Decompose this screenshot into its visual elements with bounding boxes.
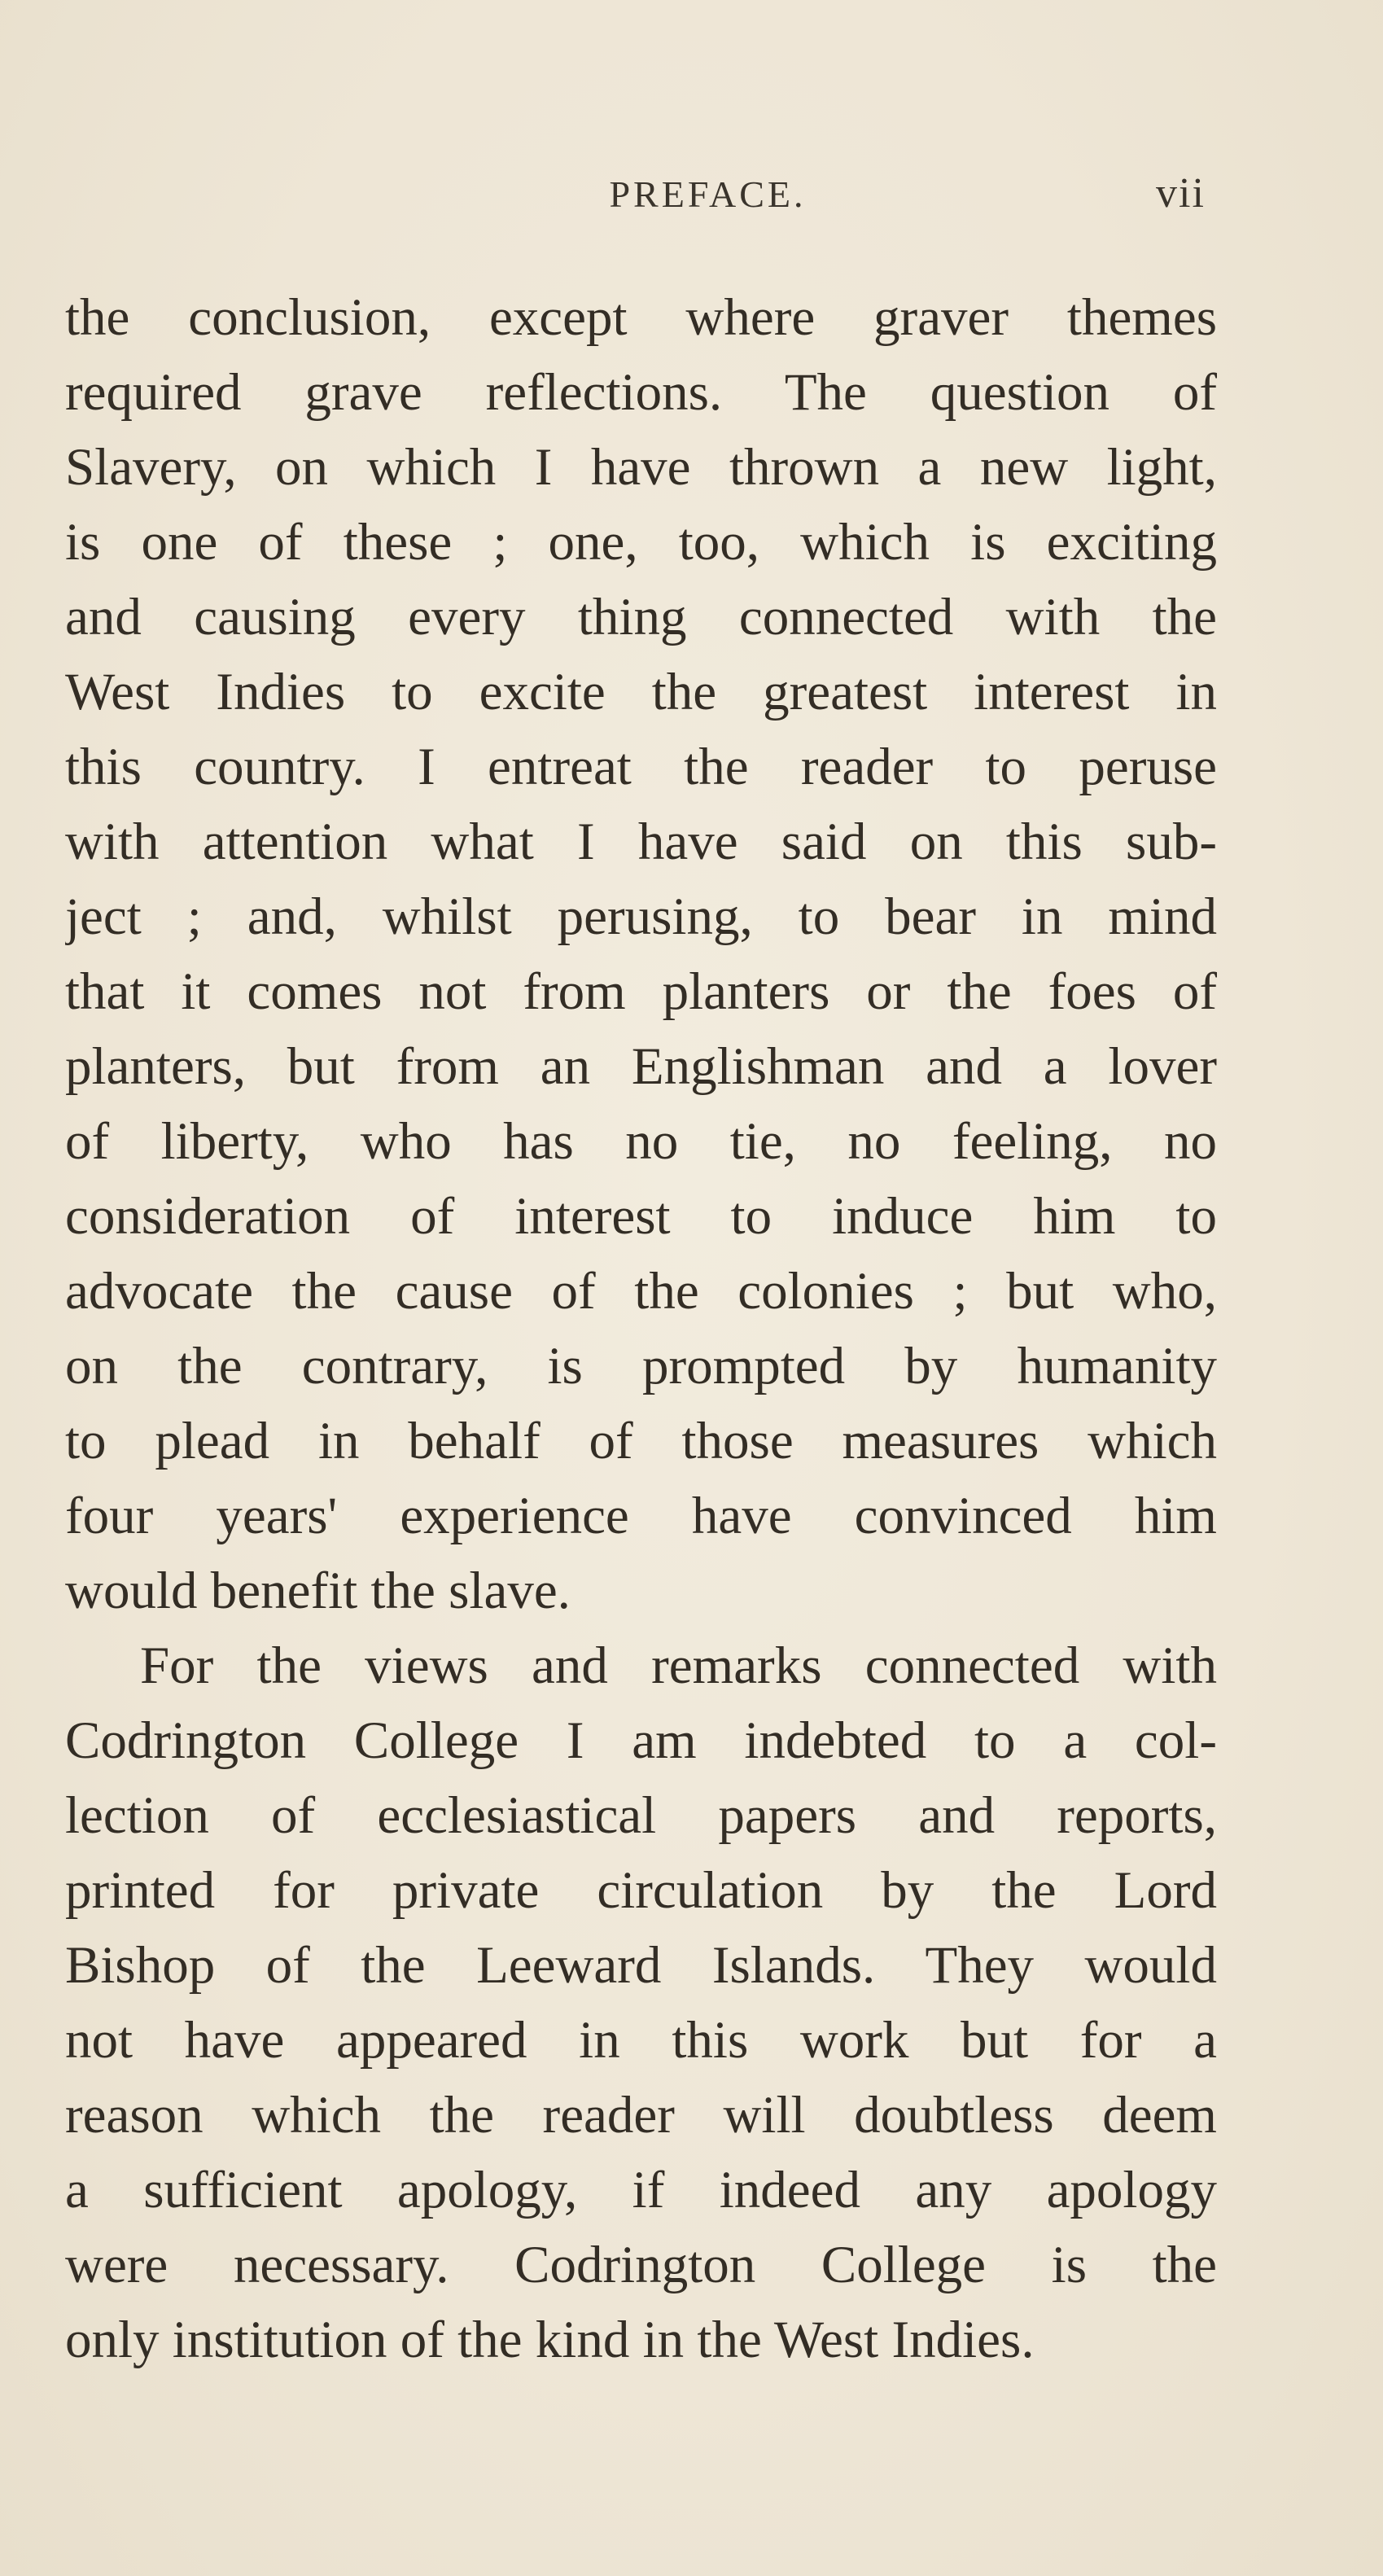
text-line: ject ; and, whilst perusing, to bear in mind: [65, 887, 1217, 946]
text-line: West Indies to excite the greatest interest in: [65, 663, 1217, 721]
text-line: on the contrary, is prompted by humanity: [65, 1337, 1217, 1395]
text-line: planters, but from an Englishman and a lover: [65, 1037, 1217, 1096]
text-line: consideration of interest to induce him to: [65, 1187, 1217, 1246]
text-line: For the views and remarks connected with: [140, 1636, 1217, 1695]
text-line: required grave reflections. The question of: [65, 363, 1217, 422]
text-line: only institution of the kind in the West Indies.: [65, 2311, 1035, 2369]
text-line: is one of these ; one, too, which is exciting: [65, 513, 1217, 572]
text-line: printed for private circulation by the Lord: [65, 1861, 1217, 1920]
body-text: [65, 280, 1217, 2377]
text-line: would benefit the slave.: [65, 1562, 571, 1620]
text-line: this country. I entreat the reader to peruse: [65, 738, 1217, 796]
text-line: not have appeared in this work but for a: [65, 2011, 1217, 2070]
text-line: were necessary. Codrington College is the: [65, 2236, 1217, 2294]
text-line: with attention what I have said on this sub-: [65, 813, 1217, 871]
text-line: advocate the cause of the colonies ; but who,: [65, 1262, 1217, 1321]
text-line: to plead in behalf of those measures which: [65, 1412, 1217, 1470]
text-line: Slavery, on which I have thrown a new light,: [65, 438, 1217, 497]
text-line: Codrington College I am indebted to a col-: [65, 1711, 1217, 1770]
running-header: PREFACE.: [609, 173, 807, 215]
text-line: of liberty, who has no tie, no feeling, no: [65, 1112, 1217, 1171]
paragraph: [65, 280, 1217, 1628]
text-line: a sufficient apology, if indeed any apology: [65, 2161, 1217, 2219]
text-line: and causing every thing connected with the: [65, 588, 1217, 646]
text-line: Bishop of the Leeward Islands. They would: [65, 1936, 1217, 1995]
text-line: the conclusion, except where graver themes: [65, 288, 1217, 347]
paragraph: [65, 1628, 1217, 2377]
text-line: that it comes not from planters or the foes of: [65, 962, 1217, 1021]
text-line: lection of ecclesiastical papers and reports,: [65, 1786, 1217, 1845]
text-line: reason which the reader will doubtless deem: [65, 2086, 1217, 2144]
text-line: four years' experience have convinced him: [65, 1487, 1217, 1545]
page-number: vii: [1156, 170, 1206, 217]
